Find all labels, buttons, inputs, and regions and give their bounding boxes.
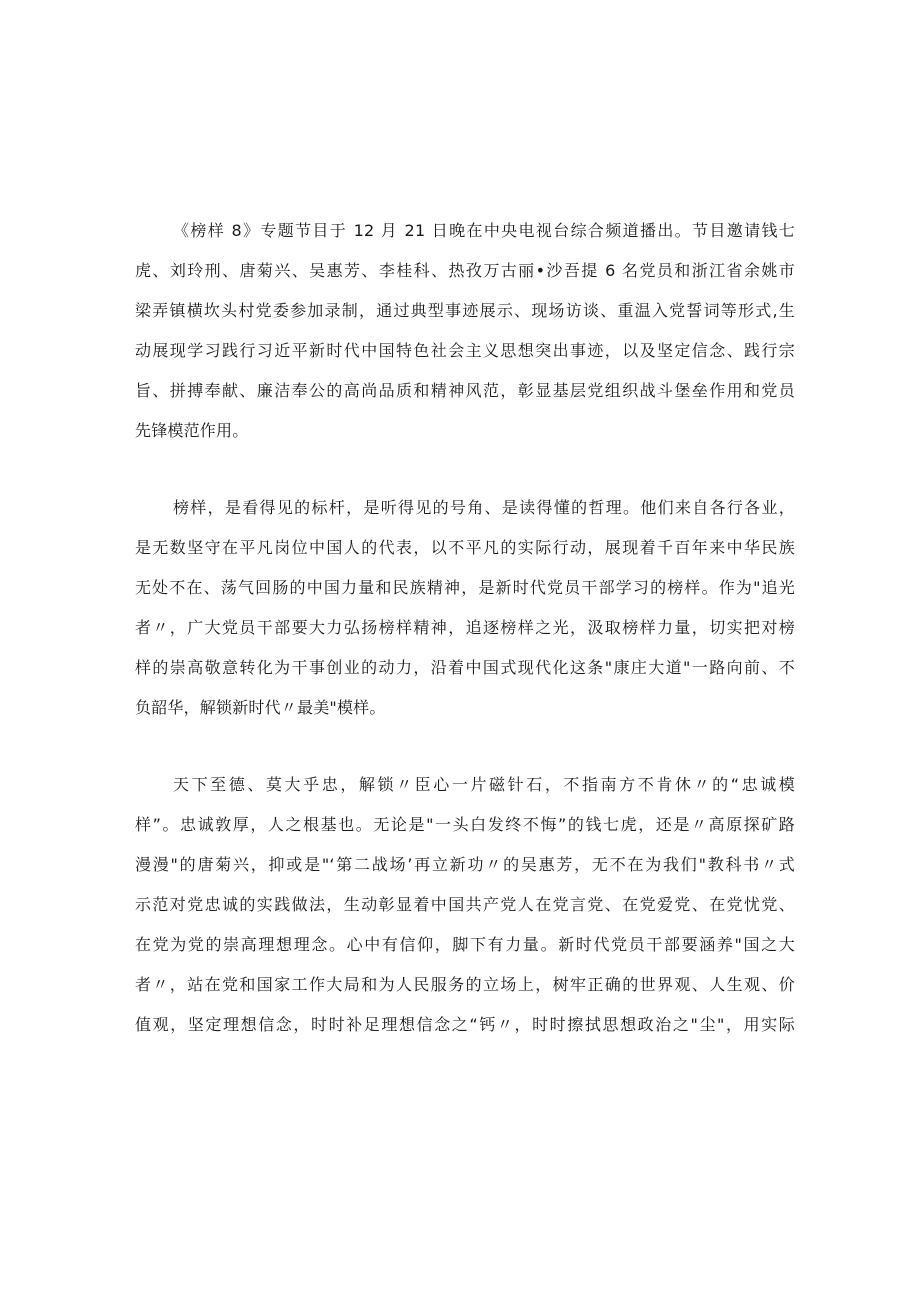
text-line: 天下至德、莫大乎忠，解锁〃臣心一片磁针石，不指南方不肯休〃的“忠诚模 xyxy=(173,775,795,794)
text-line: 漫漫"的唐菊兴，抑或是"‘第二战场’再立新功〃的吴惠芳，无不在为我们"教科书〃式 xyxy=(135,855,795,874)
paragraph-spacer xyxy=(135,451,795,488)
paragraph-1 xyxy=(135,211,795,451)
text-line: 示范对党忠诚的实践做法，生动彰显着中国共产党人在党言党、在党爱党、在党忧党、 xyxy=(135,895,795,914)
text-line: 者〃，站在党和国家工作大局和为人民服务的立场上，树牢正确的世界观、人生观、价 xyxy=(135,975,795,994)
text-line: 无处不在、荡气回肠的中国力量和民族精神，是新时代党员干部学习的榜样。作为"追光 xyxy=(135,578,795,597)
paragraph-2 xyxy=(135,488,795,728)
text-line: 是无数坚守在平凡岗位中国人的代表，以不平凡的实际行动，展现着千百年来中华民族 xyxy=(135,538,795,557)
text-line: 榜样，是看得见的标杆，是听得见的号角、是读得懂的哲理。他们来自各行各业， xyxy=(173,498,795,517)
text-line: 动展现学习践行习近平新时代中国特色社会主义思想突出事迹，以及坚定信念、践行宗 xyxy=(135,341,795,360)
document-body xyxy=(135,211,795,1045)
text-line: 样”。忠诚敦厚，人之根基也。无论是"一头白发终不悔”的钱七虎，还是〃高原探矿路 xyxy=(135,815,795,834)
paragraph-3 xyxy=(135,765,795,1045)
text-line: 负韶华，解锁新时代〃最美"模样。 xyxy=(135,698,386,717)
text-line: 先锋模范作用。 xyxy=(135,421,249,440)
paragraph-spacer xyxy=(135,728,795,765)
text-line: 旨、拼搏奉献、廉洁奉公的高尚品质和精神风范，彰显基层党组织战斗堡垒作用和党员 xyxy=(135,381,795,400)
text-line: 《榜样 8》专题节目于 12 月 21 日晚在中央电视台综合频道播出。节目邀请钱七 xyxy=(173,221,795,240)
text-line: 梁弄镇横坎头村党委参加录制，通过典型事迹展示、现场访谈、重温入党誓词等形式,生 xyxy=(135,301,795,320)
text-line: 在党为党的崇高理想理念。心中有信仰，脚下有力量。新时代党员干部要涵养"国之大 xyxy=(135,935,795,954)
text-line: 样的崇高敬意转化为干事创业的动力，沿着中国式现代化这条"康庄大道"一路向前、不 xyxy=(135,658,795,677)
text-line: 值观，坚定理想信念，时时补足理想信念之“钙〃，时时擦拭思想政治之"尘"，用实际 xyxy=(135,1015,795,1034)
text-line: 虎、刘玲刑、唐菊兴、吴惠芳、李桂科、热孜万古丽•沙吾提 6 名党员和浙江省余姚市 xyxy=(135,261,795,280)
text-line: 者〃，广大党员干部要大力弘扬榜样精神，追逐榜样之光，汲取榜样力量，切实把对榜 xyxy=(135,618,795,637)
